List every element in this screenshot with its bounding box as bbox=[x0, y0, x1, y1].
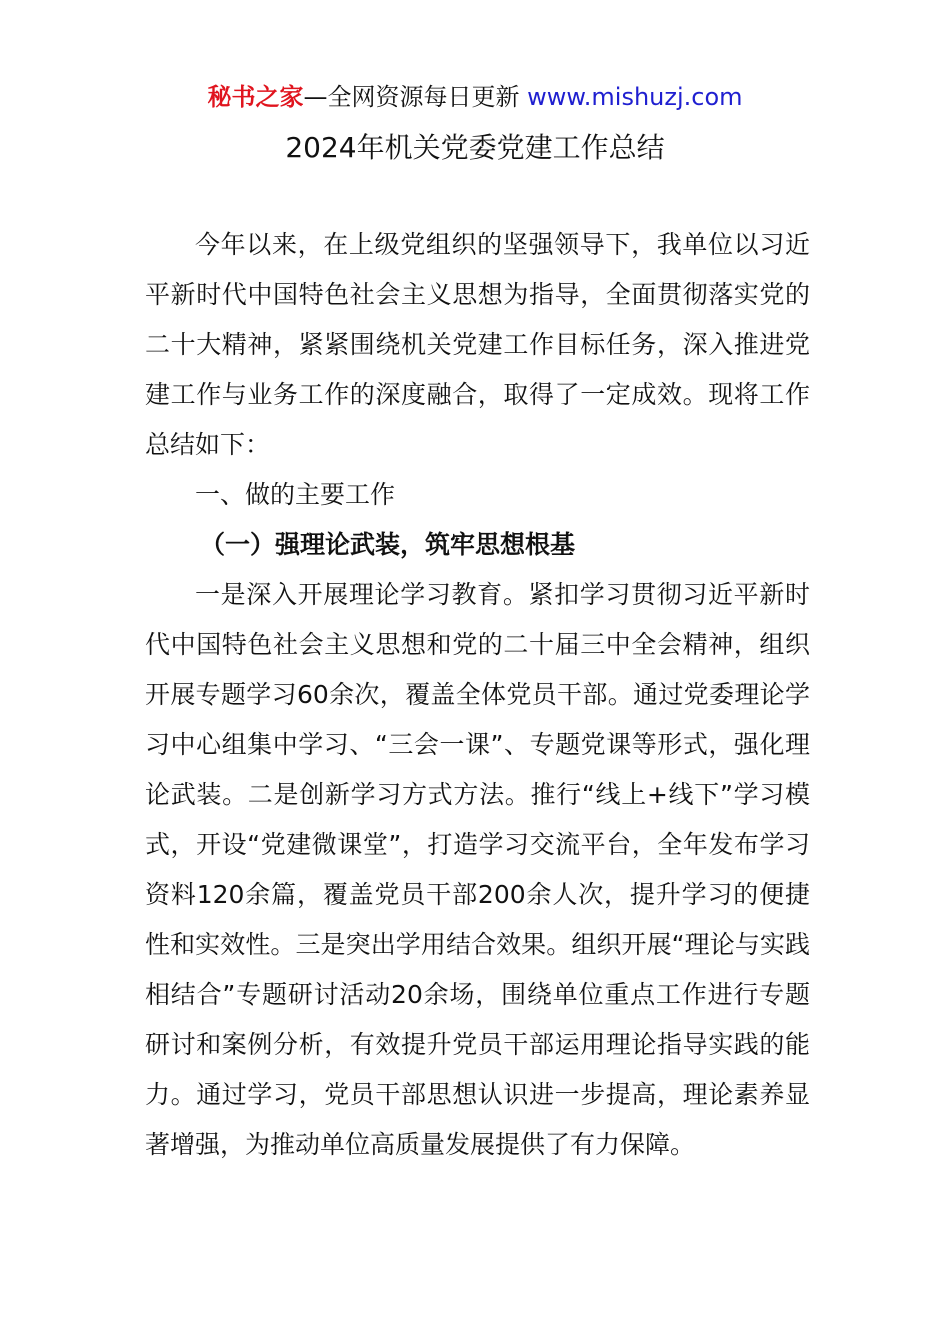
intro-paragraph: 今年以来，在上级党组织的坚强领导下，我单位以习近平新时代中国特色社会主义思想为指导，全面贯彻落实党的二十大精神，紧紧围绕机关党建工作目标任务，深入推进党建工作与业务工作的深度融合，取得了一定成效。现将工作总结如下： bbox=[145, 230, 810, 459]
banner-url-link[interactable]: www.mishuzj.com bbox=[527, 83, 743, 111]
section-heading: 一、做的主要工作 bbox=[195, 480, 396, 509]
document-title: 2024年机关党委党建工作总结 bbox=[285, 131, 665, 164]
site-banner bbox=[0, 80, 950, 114]
document-body bbox=[145, 220, 810, 1170]
banner-brand: 秘书之家 bbox=[207, 83, 304, 111]
subsection-heading: （一）强理论武装，筑牢思想根基 bbox=[200, 530, 576, 559]
banner-tagline: —全网资源每日更新 bbox=[303, 83, 528, 111]
subsection-paragraph: 一是深入开展理论学习教育。紧扣学习贯彻习近平新时代中国特色社会主义思想和党的二十届三中全会精神，组织开展专题学习60余次，覆盖全体党员干部。通过党委理论学习中心组集中学习、“三会一课”、专题党课等形式，强化理论武装。二是创新学习方式方法。推行“线上+线下”学习模式，开设“党建微课堂”，打造学习交流平台，全年发布学习资料120余篇，覆盖党员干部200余人次，提升学习的便捷性和实效性。三是突出学用结合效果。组织开展“理论与实践相结合”专题研讨活动20余场，围绕单位重点工作进行专题研讨和案例分析，有效提升党员干部运用理论指导实践的能力。通过学习，党员干部思想认识进一步提高，理论素养显著增强，为推动单位高质量发展提供了有力保障。 bbox=[145, 580, 810, 1159]
